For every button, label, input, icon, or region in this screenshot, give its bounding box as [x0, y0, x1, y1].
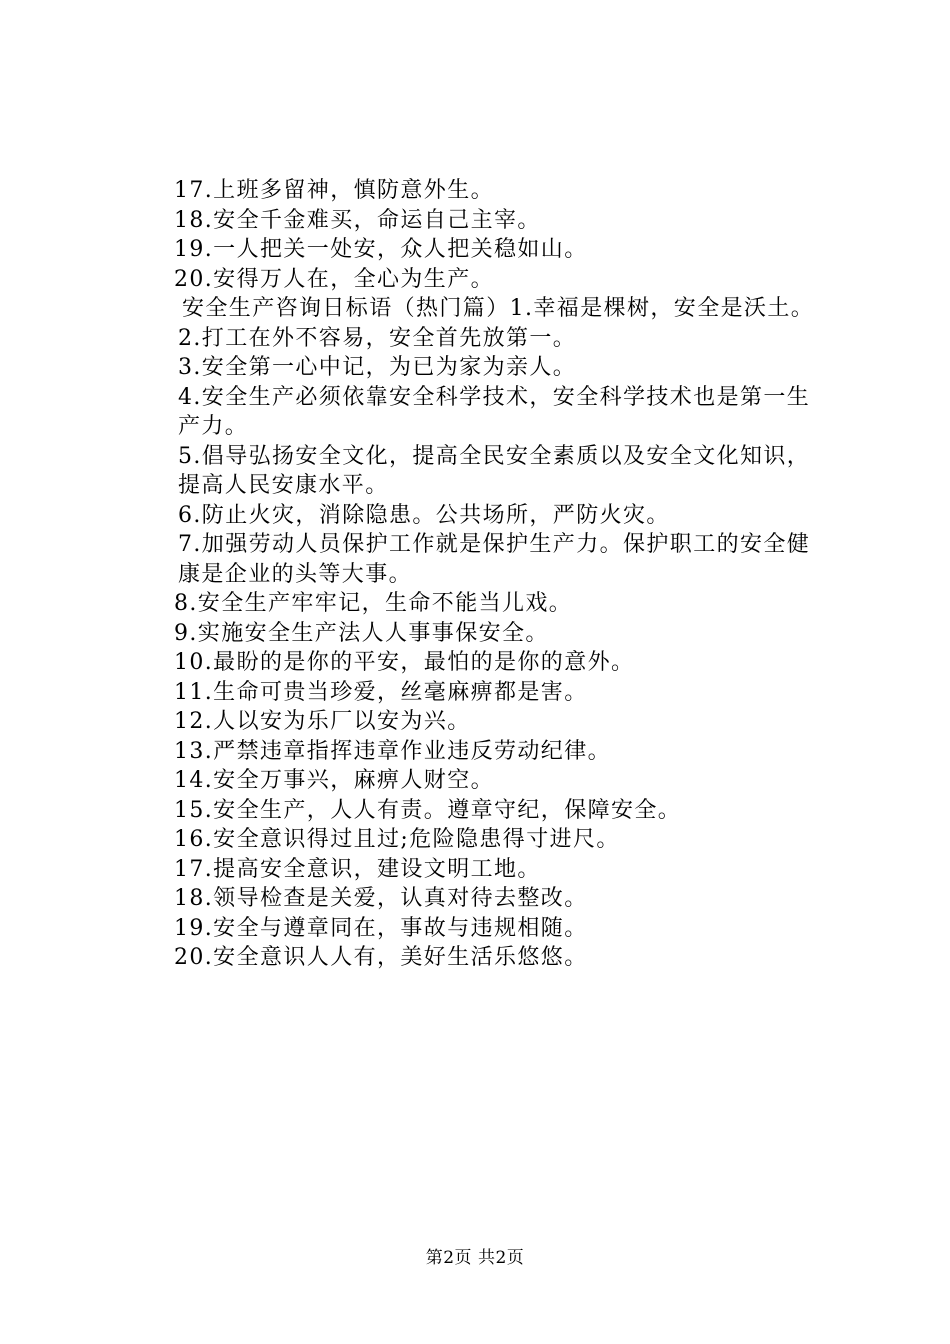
- slogan-line: 17.上班多留神，慎防意外生。: [174, 178, 494, 203]
- document-body: [130, 176, 832, 973]
- slogan-line: 12.人以安为乐厂以安为兴。: [174, 709, 471, 734]
- slogan-line: 11.生命可贵当珍爱，丝毫麻痹都是害。: [174, 679, 588, 705]
- slogan-line: 15.安全生产，人人有责。遵章守纪，保障安全。: [174, 797, 682, 823]
- page-footer: 第2页 共2页: [425, 1248, 525, 1268]
- slogan-line: 14.安全万事兴，麻痹人财空。: [174, 768, 494, 793]
- slogan-line: 7.加强劳动人员保护工作就是保护生产力。保护职工的安全健康是企业的头等大事。: [178, 532, 811, 587]
- slogan-line: 16.安全意识得过且过;危险隐患得寸进尺。: [174, 827, 620, 852]
- slogan-line: 19.安全与遵章同在，事故与违规相随。: [174, 915, 588, 941]
- slogan-line: 17.提高安全意识，建设文明工地。: [174, 856, 541, 882]
- slogan-line: 6.防止火灾，消除隐患。公共场所，严防火灾。: [178, 502, 670, 528]
- slogan-line: 18.安全千金难买，命运自己主宰。: [174, 207, 541, 233]
- slogan-line: 19.一人把关一处安，众人把关稳如山。: [174, 237, 588, 262]
- slogan-line: 8.安全生产牢牢记，生命不能当儿戏。: [174, 591, 573, 616]
- slogan-line: 2.打工在外不容易，安全首先放第一。: [178, 325, 577, 351]
- slogan-line: 5.倡导弘扬安全文化，提高全民安全素质以及安全文化知识，提高人民安康水平。: [178, 443, 811, 498]
- slogan-line: 20.安全意识人人有，美好生活乐悠悠。: [174, 945, 588, 970]
- slogan-line: 4.安全生产必须依靠安全科学技术，安全科学技术也是第一生产力。: [178, 384, 811, 439]
- slogan-line: 18.领导检查是关爱，认真对待去整改。: [174, 886, 588, 911]
- slogan-line: 13.严禁违章指挥违章作业违反劳动纪律。: [174, 738, 611, 764]
- slogan-line: 20.安得万人在，全心为生产。: [174, 266, 494, 292]
- section-heading: 安全生产咨询日标语（热门篇）1.幸福是棵树，安全是沃土。: [182, 296, 815, 321]
- slogan-line: 9.实施安全生产法人人事事保安全。: [174, 620, 549, 646]
- slogan-line: 3.安全第一心中记，为已为家为亲人。: [178, 355, 577, 380]
- slogan-line: 10.最盼的是你的平安，最怕的是你的意外。: [174, 650, 635, 675]
